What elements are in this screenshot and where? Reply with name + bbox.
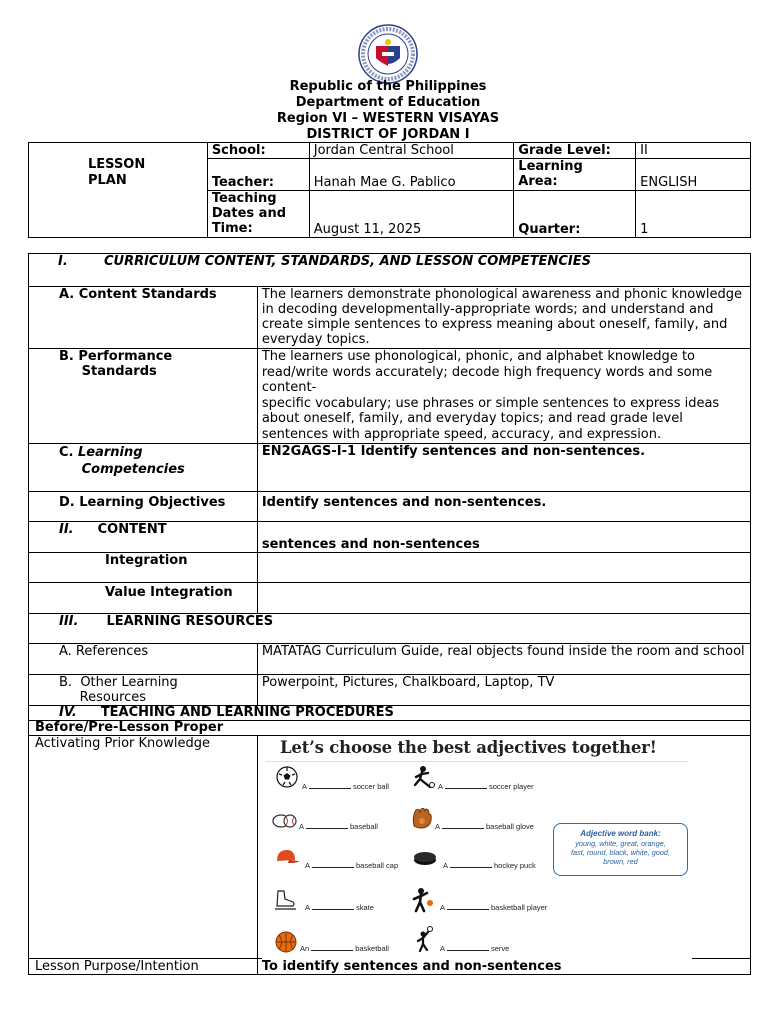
soccer-player-icon: [410, 765, 436, 789]
baseball-glove-icon: [410, 806, 434, 830]
activity-item-soccer-player: [438, 782, 534, 791]
answer-blank: [447, 950, 489, 951]
item-prefix: A: [305, 903, 311, 912]
performance-standards-value: The learners use phonological, phonic, and alphabet knowledge to read/write words accurately; decode high frequency words and some content- specific vocabulary; use phrases or simple sentences to express ideas about oneself, family, and everyday topics; and read grade level sentences with appropriate speed, accuracy, and expression.: [257, 349, 750, 444]
adjective-word-bank: [553, 823, 688, 876]
answer-blank: [312, 909, 354, 910]
activity-item-hockey-puck: [443, 861, 536, 870]
header-region: Region VI – WESTERN VISAYAS: [276, 111, 500, 126]
item-label: baseball: [350, 822, 378, 831]
volleyball-serve-icon: [414, 926, 436, 952]
lesson-plan-title: LESSON PLAN: [88, 157, 146, 188]
soccer-ball-icon: [276, 766, 298, 788]
activity-item-baseball-glove: [435, 822, 534, 831]
item-prefix: A: [299, 822, 305, 831]
competencies-letter: C.: [59, 445, 79, 460]
baseball-icon: [272, 809, 298, 831]
item-prefix: An: [300, 944, 310, 953]
header-republic: Republic of the Philippines: [289, 79, 487, 94]
references-label: A. References: [29, 644, 258, 675]
activating-prior-knowledge-label: Activating Prior Knowledge: [29, 736, 258, 959]
content-standards-label: A. Content Standards: [29, 287, 258, 349]
integration-label: Integration: [29, 553, 258, 583]
school-label: School:: [207, 143, 309, 159]
item-label: skate: [356, 903, 374, 912]
item-label: baseball glove: [486, 822, 534, 831]
lesson-purpose-value: To identify sentences and non-sentences: [257, 959, 750, 975]
school-value: Jordan Central School: [309, 143, 514, 159]
section-procedures-num: IV.: [59, 705, 77, 720]
item-prefix: A: [435, 822, 441, 831]
baseball-cap-icon: [274, 848, 300, 866]
item-label: baseball cap: [356, 861, 399, 870]
section-curriculum-heading: I. CURRICULUM CONTENT, STANDARDS, AND LESSON COMPETENCIES: [29, 254, 751, 287]
section-resources-heading: [29, 614, 751, 644]
item-prefix: A: [438, 782, 444, 791]
learning-competencies-label: Learning Competencies: [78, 445, 185, 477]
answer-blank: [309, 788, 351, 789]
integration-value: [257, 553, 750, 583]
basketball-icon: [274, 930, 298, 954]
references-value: MATATAG Curriculum Guide, real objects found inside the room and school: [257, 644, 750, 675]
answer-blank: [447, 909, 489, 910]
activity-item-baseball: [299, 822, 378, 831]
item-prefix: A: [302, 782, 308, 791]
teaching-dates-label: Teaching Dates and Time:: [207, 191, 309, 238]
activity-item-soccer-ball: [302, 782, 389, 791]
before-lesson-heading: Before/Pre-Lesson Proper: [29, 721, 751, 736]
section-content-title: CONTENT: [97, 522, 167, 537]
section-content-num: II.: [59, 522, 74, 537]
value-integration-label: Value Integration: [29, 583, 258, 614]
word-bank-words: young, white, great, orange, fast, round, black, white, good, brown, red: [571, 839, 670, 866]
grade-level-label: Grade Level:: [514, 143, 636, 159]
lesson-plan-cell: [29, 143, 208, 238]
section-resources-num: III.: [59, 614, 79, 629]
performance-standards-label: B. Performance Standards: [29, 349, 258, 444]
activity-divider: [266, 761, 688, 762]
item-label: soccer player: [489, 782, 534, 791]
learning-competencies-cell: [29, 444, 258, 492]
other-resources-label: B. Other Learning Resources: [29, 675, 258, 706]
lesson-purpose-label: Lesson Purpose/Intention: [29, 959, 258, 975]
lesson-info-table: [28, 142, 751, 238]
learning-area-label: Learning Area:: [514, 159, 636, 191]
grade-level-value: II: [636, 143, 751, 159]
word-bank-title: Adjective word bank:: [580, 829, 661, 838]
item-label: soccer ball: [353, 782, 389, 791]
learning-competencies-value: EN2GAGS-I-1 Identify sentences and non-sentences.: [257, 444, 750, 492]
section-resources-title: LEARNING RESOURCES: [106, 614, 274, 629]
teacher-label: Teacher:: [207, 159, 309, 191]
item-prefix: A: [443, 861, 449, 870]
adjectives-activity-image: [262, 737, 692, 959]
learning-area-value: ENGLISH: [636, 159, 751, 191]
hockey-puck-icon: [412, 849, 438, 867]
item-label: hockey puck: [494, 861, 536, 870]
activity-item-basketball: [300, 944, 389, 953]
skate-icon: [272, 889, 298, 911]
header-district: DISTRICT OF JORDAN I: [306, 127, 470, 142]
other-resources-value: Powerpoint, Pictures, Chalkboard, Laptop, TV: [257, 675, 750, 706]
item-prefix: A: [440, 944, 446, 953]
answer-blank: [445, 788, 487, 789]
item-prefix: A: [305, 861, 311, 870]
section-procedures-title: TEACHING AND LEARNING PROCEDURES: [100, 705, 394, 720]
activity-item-skate: [305, 903, 374, 912]
content-value: sentences and non-sentences: [257, 522, 750, 553]
teacher-value: Hanah Mae G. Pablico: [309, 159, 514, 191]
item-label: serve: [491, 944, 510, 953]
deped-seal-logo: [358, 24, 418, 84]
activity-item-baseball-cap: [305, 861, 398, 870]
item-prefix: A: [440, 903, 446, 912]
answer-blank: [311, 950, 353, 951]
basketball-player-icon: [410, 887, 436, 913]
activity-title: Let’s choose the best adjectives together!: [280, 738, 657, 757]
answer-blank: [442, 828, 484, 829]
quarter-label: Quarter:: [514, 191, 636, 238]
section-content-heading: [29, 522, 258, 553]
activity-item-serve: [440, 944, 509, 953]
learning-objectives-value: Identify sentences and non-sentences.: [257, 492, 750, 522]
answer-blank: [312, 867, 354, 868]
section-procedures-heading: [29, 706, 751, 721]
answer-blank: [450, 867, 492, 868]
content-standards-value: The learners demonstrate phonological awareness and phonic knowledge in decoding developmentally-appropriate words; and understand and create simple sentences to express meaning about oneself, family, and everyday topics.: [257, 287, 750, 349]
value-integration-value: [257, 583, 750, 614]
item-label: basketball: [355, 944, 389, 953]
activity-item-basketball-player: [440, 903, 547, 912]
header-department: Department of Education: [295, 95, 481, 110]
teaching-dates-value: August 11, 2025: [309, 191, 514, 238]
learning-objectives-label: D. Learning Objectives: [29, 492, 258, 522]
quarter-value: 1: [636, 191, 751, 238]
item-label: basketball player: [491, 903, 548, 912]
answer-blank: [306, 828, 348, 829]
